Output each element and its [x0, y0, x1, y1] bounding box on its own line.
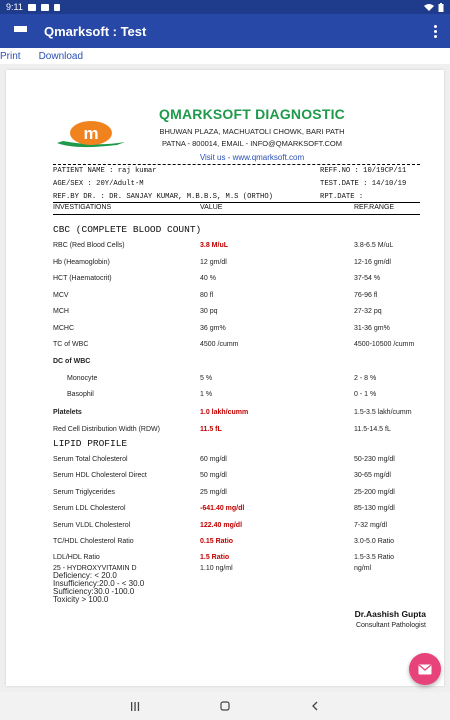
patient-name: PATIENT NAME : raj kumar [53, 167, 157, 175]
report-viewer[interactable] [0, 64, 450, 692]
recents-icon [130, 702, 140, 711]
table-row: HCT (Haematocrit) 40 % 37-54 % [53, 275, 381, 282]
divider [53, 214, 420, 215]
table-row: TC/HDL Cholesterol Ratio 0.15 Ratio 3.0-5.0 Ratio [53, 538, 395, 545]
table-row: Serum LDL Cholesterol -641.40 mg/dl 85-130 mg/dl [53, 505, 395, 512]
home-icon [220, 701, 230, 711]
mail-icon [418, 664, 432, 675]
vitamin-d-row [53, 565, 420, 604]
vitamin-d-reference-line: Deficiency: < 20.0 [53, 571, 117, 580]
svg-text:m: m [83, 124, 99, 143]
website-link[interactable]: Visit us - www.qmarksoft.com [199, 153, 305, 162]
table-row: TC of WBC 4500 /cumm 4500-10500 /cumm [53, 341, 415, 348]
doctor-title: Consultant Pathologist [355, 622, 426, 629]
back-icon [311, 701, 319, 711]
notification-image-icon [28, 4, 36, 11]
vitamin-d-reference-line: Sufficiency:30.0 -100.0 [53, 587, 135, 596]
table-row: Serum Triglycerides 25 mg/dl 25-200 mg/dl [53, 489, 395, 496]
col-value: VALUE [200, 204, 223, 211]
cbc-section-title: CBC (COMPLETE BLOOD COUNT) [53, 224, 202, 235]
address-line-1: BHUWAN PLAZA, MACHUATOLI CHOWK, BARI PATH [159, 127, 345, 136]
table-row: Monocyte 5 % 2 - 8 % [67, 375, 377, 382]
system-nav-bar [0, 692, 450, 720]
table-row: Platelets 1.0 lakh/cumm 1.5-3.5 lakh/cumm [53, 409, 412, 416]
table-row: Red Cell Distribution Width (RDW) 11.5 fL 11.5-14.5 fL [53, 426, 391, 433]
notification-card-icon [41, 4, 49, 11]
vitamin-d-reference-line: Insufficiency:20.0 - < 30.0 [53, 579, 145, 588]
status-bar [0, 0, 450, 14]
report-page [6, 70, 444, 686]
more-options-icon[interactable] [420, 14, 450, 48]
test-date: TEST.DATE : 14/10/19 [320, 180, 407, 188]
col-investigations: INVESTIGATIONS [53, 204, 112, 211]
action-bar [0, 48, 450, 64]
company-name: QMARKSOFT DIAGNOSTIC [159, 106, 345, 122]
table-row: Serum Total Cholesterol 60 mg/dl 50-230 mg/dl [53, 456, 395, 463]
col-ref-range: REF.RANGE [354, 204, 395, 211]
table-row: Serum HDL Cholesterol Direct 50 mg/dl 30-65 mg/dl [53, 472, 391, 479]
table-row: RBC (Red Blood Cells) 3.8 M/uL 3.8-6.5 M/uL [53, 242, 394, 249]
menu-button[interactable] [0, 14, 40, 48]
status-time: 9:11 [6, 2, 23, 12]
print-link[interactable]: Print [0, 50, 21, 62]
table-row: Basophil 1 % 0 - 1 % [67, 391, 377, 398]
address-line-2: PATNA - 800014, EMAIL - INFO@QMARKSOFT.COM [161, 139, 342, 148]
vitamin-d-reference-line: Toxicity > 100.0 [53, 595, 109, 604]
email-fab-button[interactable] [409, 653, 441, 685]
table-row: MCHC 36 gm% 31-36 gm% [53, 325, 390, 332]
table-row: Hb (Heamoglobin) 12 gm/dl 12-16 gm/dl [53, 259, 391, 266]
divider [53, 164, 420, 165]
wifi-icon [424, 3, 434, 11]
dc-section-title: DC of WBC [53, 358, 91, 365]
lipid-section-title: LIPID PROFILE [53, 438, 128, 449]
back-button[interactable] [305, 696, 325, 716]
notification-download-icon [54, 4, 60, 11]
battery-icon [438, 3, 444, 12]
ref-by-doctor: REF.BY DR. : DR. SANJAY KUMAR, M.B.B.S, M.S (ORTHO) [53, 193, 273, 201]
company-logo-icon [55, 119, 127, 149]
download-link[interactable]: Download [38, 50, 84, 62]
app-title: Qmarksoft : Test [44, 23, 147, 39]
app-bar [0, 14, 450, 48]
table-row: MCV 80 fl 76-96 fl [53, 292, 378, 299]
table-row: MCH 30 pq 27-32 pq [53, 308, 382, 315]
rpt-date: RPT.DATE : [320, 193, 364, 201]
vitamin-d-name: 25 - HYDROXYVITAMIN D [53, 565, 137, 572]
vitamin-d-value: 1.10 ng/ml [200, 565, 233, 572]
divider [53, 202, 420, 203]
doctor-name: Dr.Aashish Gupta [354, 609, 426, 619]
age-sex: AGE/SEX : 20Y/Adult-M [53, 180, 144, 188]
vitamin-d-range: ng/ml [354, 565, 372, 572]
table-row: Serum VLDL Cholesterol 122.40 mg/dl 7-32 mg/dl [53, 522, 388, 529]
hamburger-icon [14, 26, 27, 36]
home-button[interactable] [215, 696, 235, 716]
recents-button[interactable] [125, 696, 145, 716]
table-row: LDL/HDL Ratio 1.5 Ratio 1.5-3.5 Ratio [53, 554, 395, 561]
reff-no: REFF.NO : 10/19CP/11 [320, 167, 407, 175]
